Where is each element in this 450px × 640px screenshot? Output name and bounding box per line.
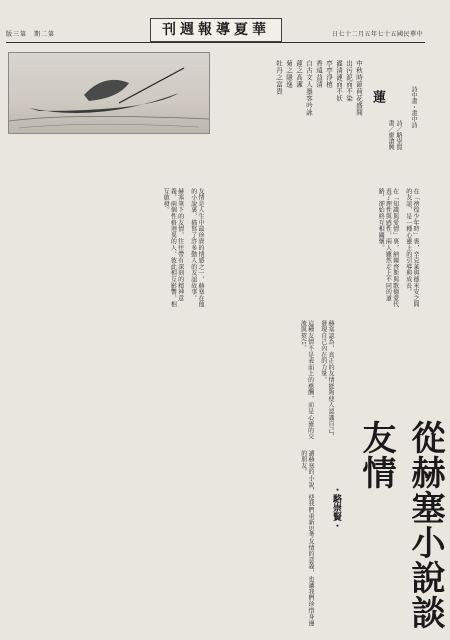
article-column-block	[215, 188, 425, 308]
article-paragraph: 這種友情不是表面上的應酬，而是心靈的交流與契合。	[299, 320, 314, 440]
article-paragraph: 赫塞筆下的友情，往往帶有深刻的精神意義，兩個性格迥異的人，彼此相互影響，相互啟發。	[162, 188, 184, 308]
masthead: 刊週報導夏華	[150, 18, 282, 42]
ink-painting-boat	[8, 52, 210, 134]
article-paragraph: 赫塞認為，真正的友情能夠使人認識自己，發現自己內在的力量。	[319, 320, 334, 440]
poem-lines	[275, 60, 363, 116]
poem-line: 香遠益清	[315, 60, 323, 88]
poem-line: 出污泥而不染	[345, 60, 353, 102]
poem-line: 自古文人墨客吟詠	[305, 60, 313, 116]
article-column-block	[10, 188, 210, 308]
poem-line: 亭亭淨植	[325, 60, 333, 88]
poem-subtitle: 詩中畫・畫中詩	[410, 86, 417, 128]
poem-painter: 畫／廖滄興	[387, 120, 394, 150]
article-paragraph: 讀赫塞的小說，使我們重新思考友情的意義，也讓我們珍惜身邊的朋友。	[299, 450, 314, 627]
poem-poet: 詩／駱崇賢	[395, 120, 402, 150]
article-byline: ・駱崇賢・	[331, 485, 341, 530]
article-paragraph: 友情是人生中最珍貴的情感之一，赫塞在他的小說裏，描寫了許多動人的友誼故事。	[189, 188, 204, 308]
article-paragraph: 在「徬徨少年時」裏，辛克萊與德米安之間的友誼，是一種心靈上的引導與成長。	[404, 188, 419, 308]
article-column-block	[10, 320, 340, 440]
poem-line: 牡丹之富貴	[275, 60, 283, 95]
poem-line: 中秋時節荷花盛開	[355, 60, 363, 116]
issue-date: 日七十二月五年七十五國民華中	[331, 31, 423, 38]
section-label: 版三第 期二第	[6, 31, 56, 38]
article-paragraph: 在「知識與愛情」裏，納爾齊斯與歌德蒙代表了理性與感性，兩人雖然走上不同的道路，卻始終互相關懷。	[377, 188, 399, 308]
article-column-block	[10, 450, 320, 630]
poem-line: 菊之隱逸	[285, 60, 293, 88]
poem-line: 蓮之高潔	[295, 60, 303, 88]
poem-line: 濯清漣而不妖	[335, 60, 343, 102]
poem-section	[215, 50, 423, 180]
header-rule	[6, 42, 425, 43]
poem-title: 蓮	[370, 90, 385, 103]
boat-illustration	[9, 53, 209, 133]
article-title: 從赫塞小說談友情	[356, 420, 445, 630]
